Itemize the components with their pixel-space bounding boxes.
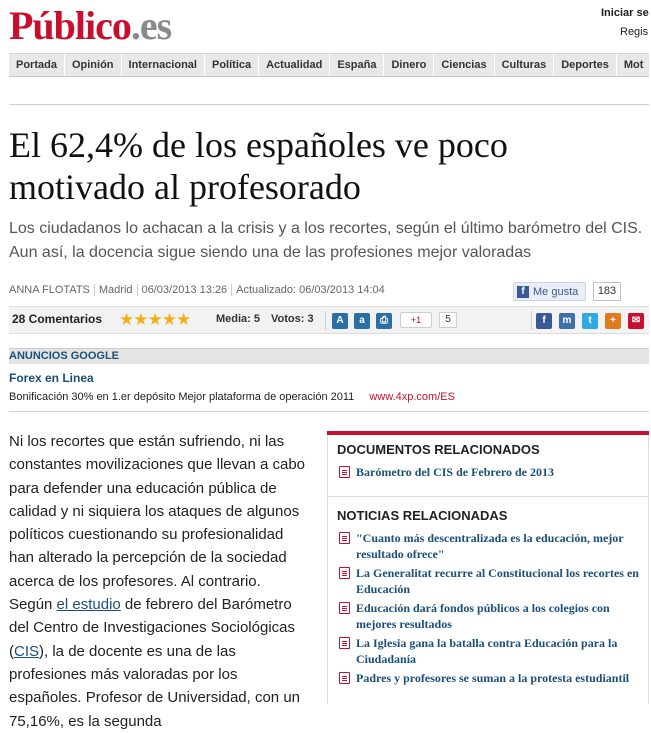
facebook-share-icon[interactable]: f (536, 313, 552, 329)
facebook-icon: f (517, 286, 529, 298)
related-news-heading: NOTICIAS RELACIONADAS (337, 508, 508, 523)
cis-link[interactable]: CIS (14, 642, 40, 660)
related-news-list (339, 530, 639, 689)
nav-item-opinion[interactable]: Opinión (65, 54, 122, 76)
google-plus-count: 5 (439, 312, 457, 328)
register-link[interactable]: Regis (620, 26, 649, 38)
logo-brand: Público (9, 3, 131, 48)
related-docs-heading: DOCUMENTOS RELACIONADOS (337, 442, 540, 457)
print-icon[interactable]: ⎙ (376, 313, 392, 329)
author: ANNA FLOTATS (9, 284, 95, 296)
divider (531, 311, 532, 330)
document-icon (339, 567, 350, 579)
ad-title-link[interactable]: Forex en Linea (9, 371, 94, 385)
text-size-icon[interactable]: A (332, 313, 348, 329)
related-news-link[interactable]: "Cuanto más descentralizada es la educación, mejor resultado ofrece" (356, 531, 624, 561)
updated-date: Actualizado: 06/03/2013 14:04 (236, 284, 385, 296)
related-doc-item[interactable] (339, 464, 639, 480)
nav-item-deportes[interactable]: Deportes (554, 54, 617, 76)
related-news-link[interactable]: La Iglesia gana la batalla contra Educación para la Ciudadanía (356, 636, 618, 666)
like-count: 183 (593, 282, 621, 301)
ad-url-link[interactable]: www.4xp.com/ES (369, 391, 455, 403)
nav-item-internacional[interactable]: Internacional (122, 54, 205, 76)
related-news-link[interactable]: La Generalitat recurre al Constitucional los recortes en Educación (356, 566, 639, 596)
article-toolbar (9, 306, 649, 334)
body-text: ), la de docente es una de las profesiones más valoradas por los españoles. Profesor de Universidad, con un 75,16%, es la segunda (9, 642, 301, 730)
share-icon[interactable]: + (605, 313, 621, 329)
star-rating[interactable]: ★★★★★ (119, 310, 191, 329)
article-subhead: Los ciudadanos lo achacan a la crisis y a los recortes, según el último barómetro del CIS. Aun así, la docencia sigue siendo una de las profesiones mejor valoradas (9, 220, 643, 261)
publish-date: 06/03/2013 13:26 (138, 284, 233, 296)
google-plus-button[interactable]: +1 (400, 312, 432, 328)
comments-link[interactable]: 28 Comentarios (12, 312, 103, 326)
related-news-link[interactable]: Educación dará fondos públicos a los colegios con mejores resultados (356, 601, 610, 631)
divider (325, 311, 326, 330)
divider (9, 104, 649, 105)
twitter-share-icon[interactable]: t (582, 313, 598, 329)
study-link[interactable]: el estudio (56, 596, 121, 614)
logo-tld: .es (130, 3, 172, 48)
document-icon (339, 672, 350, 684)
ad-text (9, 391, 455, 403)
ad-description: Bonificación 30% en 1.er depósito Mejor plataforma de operación 2011 (9, 391, 355, 403)
related-news-item[interactable] (339, 635, 639, 667)
divider (9, 411, 649, 412)
like-label: Me gusta (533, 285, 579, 298)
related-docs-list (339, 464, 639, 483)
document-icon (339, 532, 350, 544)
related-news-item[interactable] (339, 670, 639, 686)
document-icon (339, 602, 350, 614)
main-nav (9, 53, 649, 77)
meneame-share-icon[interactable]: m (559, 313, 575, 329)
document-icon (339, 466, 350, 478)
location: Madrid (95, 284, 138, 296)
body-text: Ni los recortes que están sufriendo, ni las constantes movilizaciones que llevan a cabo para defender una educación pública de calidad y ni siquiera los ataques de algunos políticos cuestionando su profesionalidad han alterado la percepción de la sociedad acerca de los profesores. Al contrario. Según (9, 433, 306, 614)
nav-item-actualidad[interactable]: Actualidad (259, 54, 330, 76)
vote-count: Votos: 3 (271, 313, 314, 325)
divider (328, 496, 648, 497)
related-news-item[interactable] (339, 600, 639, 632)
related-doc-link[interactable]: Barómetro del CIS de Febrero de 2013 (356, 465, 554, 479)
facebook-like-button[interactable] (513, 282, 586, 301)
nav-item-politica[interactable]: Política (205, 54, 259, 76)
nav-item-motor[interactable]: Mot (617, 54, 651, 76)
related-news-item[interactable] (339, 565, 639, 597)
login-link[interactable]: Iniciar se (601, 7, 649, 19)
article-body (9, 430, 307, 733)
related-news-link[interactable]: Padres y profesores se suman a la protesta estudiantil (356, 671, 630, 685)
nav-item-espana[interactable]: España (330, 54, 384, 76)
rating-average: Media: 5 (216, 313, 261, 325)
ads-heading: ANUNCIOS GOOGLE (9, 348, 649, 364)
article-headline: El 62,4% de los españoles ve poco motivado al profesorado (9, 125, 508, 207)
body-text: de febrero del Barómetro del Centro de Investigaciones Sociológicas ( (9, 596, 296, 660)
site-logo[interactable] (9, 4, 171, 48)
related-news-item[interactable] (339, 530, 639, 562)
nav-item-portada[interactable]: Portada (9, 54, 65, 76)
byline (9, 284, 389, 296)
nav-item-ciencias[interactable]: Ciencias (434, 54, 494, 76)
nav-item-dinero[interactable]: Dinero (384, 54, 434, 76)
email-share-icon[interactable]: ✉ (628, 313, 644, 329)
text-size-small-icon[interactable]: a (354, 313, 370, 329)
nav-item-culturas[interactable]: Culturas (495, 54, 555, 76)
document-icon (339, 637, 350, 649)
